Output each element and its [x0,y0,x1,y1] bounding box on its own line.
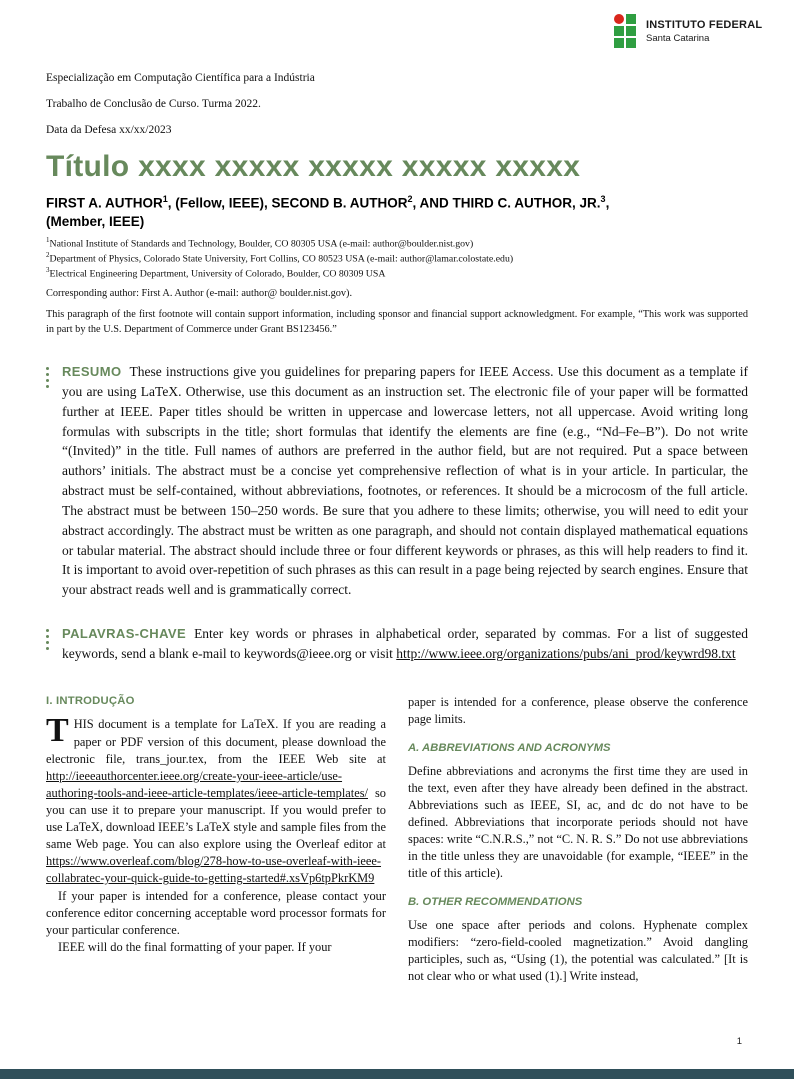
ifsc-logo-icon [614,14,638,49]
keywords-paragraph [62,624,748,664]
page-number: 1 [736,1036,742,1047]
footer-color-bar [0,1069,794,1079]
ieee-template-link[interactable]: http://ieeeauthorcenter.ieee.org/create-your-ieee-article/use-authoring-tools-and-ieee-article-templates/ieee-article-templates/ [46,768,368,800]
paper-title: Título xxxx xxxxx xxxxx xxxxx xxxxx [46,150,581,183]
affiliation-number: 1 [46,236,50,245]
author-1-affiliation-mark: 1 [162,194,168,204]
affiliation-text: National Institute of Standards and Technology, Boulder, CO 80305 USA (e-mail: author@boulder.nist.gov) [49,238,474,250]
logo-red-dot [614,14,624,24]
author-2-name: , (Fellow, IEEE), SECOND B. AUTHOR [167,195,408,211]
intro-paragraph-1 [46,712,386,887]
course-line-tcc: Trabalho de Conclusão de Curso. Turma 2022. [46,98,261,110]
keywords-text: Enter key words or phrases in alphabetical order, separated by commas. For a list of suggested keywords, send a blank e-mail to keywords@ieee.org or visit [62,626,748,661]
affiliation-text: Department of Physics, Colorado State University, Fort Collins, CO 80523 USA (e-mail: author@lamar.colostate.edu) [49,253,514,265]
ifsc-logo-text [646,20,762,44]
section-heading-introduction: I. INTRODUÇÃO [46,694,135,707]
support-footnote: This paragraph of the first footnote will contain support information, including sponsor and financial support acknowledgment. For example, “This work was supported in part by the U.S. Department of Commerce under Grant BS123456.” [46,309,748,336]
intro-text-part: so you can use it to prepare your manuscript. If you would prefer to use LaTeX, download IEEE’s LaTeX style and sample files from the same Web page. You can also explore using the Overleaf editor at [46,785,386,852]
affiliation-row [46,251,748,266]
keywords-section [46,624,748,664]
intro-paragraph-2: If your paper is intended for a conference, please contact your conference editor concerning acceptable word processor formats for your particular conference. [46,888,386,937]
author-1-name: FIRST A. AUTHOR [46,195,163,211]
logo-green-square [626,38,636,48]
abstract-marker-dots [46,367,50,391]
author-3-affiliation-mark: 3 [600,194,606,204]
authors-line-comma: , [605,195,610,211]
logo-title: INSTITUTO FEDERAL [646,18,763,31]
author-3-name: , AND THIRD C. AUTHOR, JR. [412,195,601,211]
other-recommendations-paragraph: Use one space after periods and colons. Hyphenate complex modifiers: “zero-field-cooled magnetization.” Avoid dangling participles, such as, “Using (1), the potential was calculated.” [It is not clear who or what used (1).] Write instead, [408,917,748,984]
course-line-defense-date: Data da Defesa xx/xx/2023 [46,124,172,136]
logo-green-square [614,26,624,36]
logo-green-square [626,26,636,36]
corresponding-author-line: Corresponding author: First A. Author (e-mail: author@ boulder.nist.gov). [46,288,353,300]
course-line-specialization: Especialização em Computação Científica para a Indústria [46,72,315,84]
logo-green-square [614,38,624,48]
affiliation-number: 3 [46,266,50,275]
affiliation-row [46,266,748,281]
abstract-text: These instructions give you guidelines for preparing papers for IEEE Access. Use this document as a template if you are using LaTeX. Otherwise, use this document as an instruction set. The electronic file of your paper will be formatted further at IEEE. Paper titles should be written in uppercase and lowercase letters, not all uppercase. Avoid writing long formulas with subscripts in the title; short formulas that identify the elements are fine (e.g., “Nd–Fe–B”). Do not write “(Invited)” in the title. Full names of authors are preferred in the author field, but are not required. Put a space between authors’ initials. The abstract must be a concise yet comprehensive reflection of what is in your article. In particular, the abstract must be self-contained, without abbreviations, footnotes, or references. It should be a microcosm of the full article. The abstract must be between 150–250 words. Be sure that you adhere to these limits; otherwise, you will need to edit your abstract accordingly. The abstract must be written as one paragraph, and should not contain displayed mathematical equations or tabular material. The abstract should include three or four different keywords or phrases, as this will help readers to find it. It is important to avoid over-repetition of such phrases as this can result in a page being rejected by search engines. Ensure that your abstract reads well and is grammatically correct. [62,364,748,598]
abstract-section [46,362,748,600]
ifsc-logo [614,14,762,49]
affiliations [46,236,748,281]
authors-line [46,193,748,232]
intro-continuation-paragraph: paper is intended for a conference, please observe the conference page limits. [408,694,748,726]
logo-subtitle: Santa Catarina [646,32,710,44]
subsection-heading-other-recommendations: B. OTHER RECOMMENDATIONS [408,896,583,909]
affiliation-row [46,236,748,251]
left-column [46,694,386,986]
abstract-label: RESUMO [62,364,122,380]
body-columns [46,694,748,986]
overleaf-link[interactable]: https://www.overleaf.com/blog/278-how-to-use-overleaf-with-ieee-collabratec-your-quick-guide-to-getting-started#.xsVp6tpPkrKM9 [46,854,382,886]
author-membership: (Member, IEEE) [46,214,145,230]
keywords-marker-dots [46,629,50,653]
right-column [408,694,748,986]
abbreviations-paragraph: Define abbreviations and acronyms the first time they are used in the text, even after they have already been defined in the abstract. Abbreviations such as IEEE, SI, ac, and dc do not have to be defined. Abbreviations that incorporate periods should not have spaces: write “C.N.R.S.,” not “C. N. R. S.” Do not use abbreviations in the title unless they are unavoidable (for example, “IEEE” in the title of this article). [408,763,749,881]
keywords-label: PALAVRAS-CHAVE [62,626,187,642]
logo-green-square [626,14,636,24]
abstract-paragraph [62,362,748,600]
affiliation-text: Electrical Engineering Department, University of Colorado, Boulder, CO 80309 USA [49,268,386,280]
intro-text-part: HIS document is a template for LaTeX. If you are reading a paper or PDF version of this document, please download the electronic file, trans_jour.tex, from the IEEE Web site at [46,717,386,766]
keywords-url-link[interactable]: http://www.ieee.org/organizations/pubs/ani_prod/keywrd98.txt [396,646,736,661]
intro-paragraph-3: IEEE will do the final formatting of your paper. If your [58,939,332,954]
subsection-heading-abbreviations: A. ABBREVIATIONS AND ACRONYMS [408,742,611,755]
affiliation-number: 2 [46,251,50,260]
author-2-affiliation-mark: 2 [407,194,413,204]
drop-cap: T [46,712,69,750]
